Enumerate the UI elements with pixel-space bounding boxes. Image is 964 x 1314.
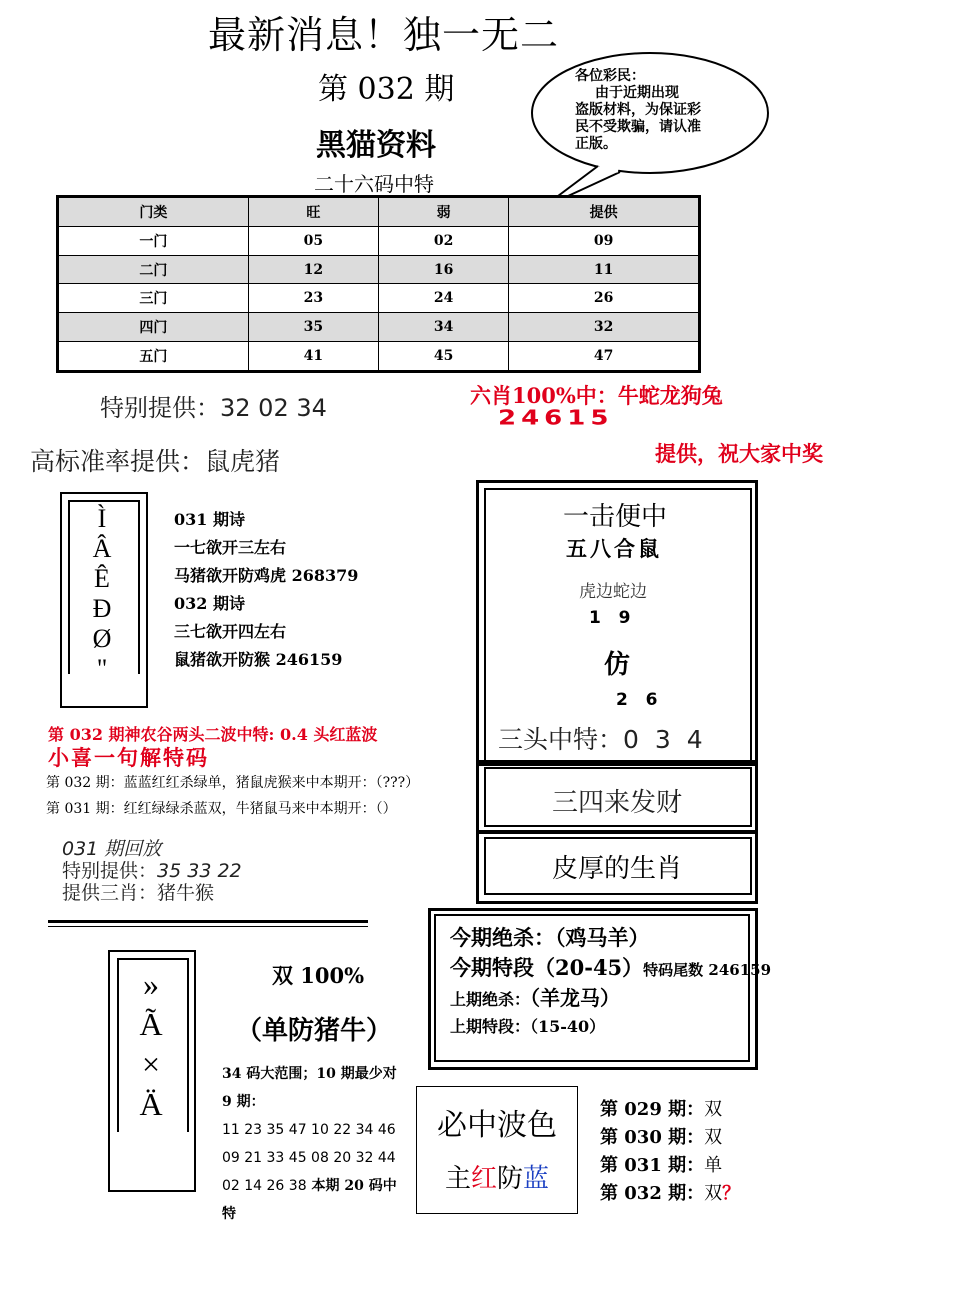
kill-line-2: 今期特段（20-45）特码尾数 246159	[450, 955, 772, 980]
hit-hint: 虎边蛇边	[579, 582, 647, 602]
special-offer-value: 32 02 34	[220, 394, 327, 422]
history-list	[600, 1096, 740, 1208]
range-nums-2: 09 21 33 45 08 20 32 44	[222, 1150, 396, 1166]
range-nums-3: 02 14 26 38 本期 20 码中	[222, 1178, 397, 1194]
high-accuracy	[30, 442, 280, 478]
hit-heads: 三头中特：0 3 4	[498, 725, 707, 754]
header-cell: 旺	[248, 197, 378, 227]
table-cell: 47	[509, 341, 700, 371]
table-cell: 一门	[58, 227, 249, 256]
table-cell: 45	[378, 341, 508, 371]
table-cell: 三门	[58, 284, 249, 313]
range-title-2: 9 期：	[222, 1094, 265, 1110]
table-cell: 32	[509, 313, 700, 342]
divider	[48, 920, 368, 923]
table-cell: 24	[378, 284, 508, 313]
box-34-text: 三四来发财	[551, 788, 682, 818]
high-accuracy-value: 鼠虎猪	[205, 447, 281, 476]
box-pihou-text: 皮厚的生肖	[551, 854, 682, 884]
table-cell: 11	[509, 255, 700, 284]
shennong-line-1: 第 032 期：蓝蓝红红杀绿单，猪鼠虎猴来中本期开：（???）	[46, 775, 420, 791]
single-guard: （单防猪牛）	[236, 1016, 393, 1046]
table-header-row	[58, 197, 700, 227]
poem-glyph-column	[84, 504, 120, 672]
six-zodiac-wish: 提供，祝大家中奖	[655, 441, 823, 466]
table-cell: 二门	[58, 255, 249, 284]
range-nums-1: 11 23 35 47 10 22 34 46	[222, 1122, 396, 1138]
poem-line: 032 期诗	[174, 594, 245, 613]
table-cell: 23	[248, 284, 378, 313]
poem-line: 鼠猪欲开防猴 246159	[174, 650, 343, 669]
kill-line-1: 今期绝杀：（鸡马羊）	[450, 925, 650, 950]
range-block	[222, 1060, 422, 1228]
table-cell: 09	[509, 227, 700, 256]
subtitle: 黑猫资料	[316, 128, 436, 163]
glyph: Â	[92, 534, 112, 563]
six-zodiac-text: 六肖100%中：牛蛇龙狗兔	[470, 383, 723, 408]
special-offer	[100, 388, 327, 423]
hit-nums-1: 1 9	[589, 608, 631, 628]
kill-line-3: 上期绝杀：（羊龙马）	[450, 986, 621, 1010]
history-item: 第 030 期：双	[600, 1127, 723, 1148]
issue-number: 第 032 期	[318, 72, 455, 107]
shennong-title-highlight: 小喜一句解特码	[48, 745, 209, 770]
header-cell: 弱	[378, 197, 508, 227]
table-cell: 五门	[58, 341, 249, 371]
wave-blue: 蓝	[523, 1164, 550, 1194]
glyph: »	[143, 966, 159, 1002]
table-cell: 05	[248, 227, 378, 256]
table-cell: 34	[378, 313, 508, 342]
history-item: 第 031 期：单	[600, 1155, 723, 1176]
header-cell: 提供	[509, 197, 700, 227]
glyph: Ø	[92, 624, 112, 653]
table-cell: 12	[248, 255, 378, 284]
shennong-title	[48, 742, 209, 772]
data-table	[56, 195, 701, 373]
poem-line: 一七欲开三左右	[174, 538, 287, 557]
period-31-special: 特别提供：35 33 22	[62, 860, 242, 882]
range-nums-4: 特	[222, 1206, 236, 1222]
high-accuracy-label: 高标准率提供：	[30, 447, 206, 476]
table-cell: 35	[248, 313, 378, 342]
special-offer-label: 特别提供：	[100, 394, 220, 422]
bubble-text: 各位彩民： 由于近期出现 盗版材料，为保证彩 民不受欺骗，请认准 正版。	[575, 68, 701, 150]
history-item: 第 029 期：双	[600, 1099, 723, 1120]
six-zodiac-code: 24615	[498, 406, 614, 430]
glyph: ×	[141, 1046, 161, 1082]
table-cell: 26	[509, 284, 700, 313]
period-31-replay	[62, 838, 242, 904]
table-row	[58, 227, 700, 256]
glyph: Ê	[94, 564, 110, 593]
page-title: 最新消息！独一无二	[208, 13, 560, 57]
table-row	[58, 284, 700, 313]
kill-line-4: 上期特段：（15-40）	[450, 1017, 606, 1036]
shennong-line-2: 第 031 期：红红绿绿杀蓝双，牛猪鼠马来中本期开：（）	[46, 801, 397, 817]
wave-red: 红	[470, 1164, 497, 1194]
table-row	[58, 313, 700, 342]
history-item: 第 032 期：双？	[600, 1183, 741, 1204]
divider-thin	[48, 926, 368, 927]
table-row	[58, 255, 700, 284]
glyph: Ã	[139, 1006, 163, 1042]
period-31-three: 提供三肖：猪牛猴	[62, 882, 215, 904]
glyph: Ð	[92, 594, 112, 623]
period-31-title: 031 期回放	[62, 838, 162, 860]
table-cell: 四门	[58, 313, 249, 342]
wave-main: 主红防蓝	[444, 1164, 550, 1194]
wave-title: 必中波色	[437, 1108, 557, 1143]
poem-line: 三七欲开四左右	[174, 622, 287, 641]
table-cell: 41	[248, 341, 378, 371]
poem-text	[174, 506, 358, 674]
table-cell: 02	[378, 227, 508, 256]
shennong-text: 第 032 期神农谷两头二波中特: 0.4 头红蓝波	[48, 725, 378, 744]
glyph: "	[96, 654, 108, 672]
hit-title: 一击便中	[563, 502, 668, 532]
poem-line: 马猪欲开防鸡虎 268379	[174, 566, 359, 585]
glyph: Ä	[139, 1086, 163, 1122]
double-100: 双 100%	[272, 963, 365, 988]
hit-fang: 仿	[604, 650, 631, 680]
range-title: 34 码大范围；10 期最少对	[222, 1066, 397, 1082]
table-caption: 二十六码中特	[314, 172, 434, 196]
glyph: Ì	[97, 504, 107, 533]
header-cell: 门类	[58, 197, 249, 227]
poem-line: 031 期诗	[174, 510, 245, 529]
hit-zodiac: 五八合鼠	[566, 536, 662, 561]
table-row	[58, 341, 700, 371]
bottom-glyph-column	[128, 964, 174, 1128]
hit-nums-2: 2 6	[616, 690, 658, 710]
table-cell: 16	[378, 255, 508, 284]
